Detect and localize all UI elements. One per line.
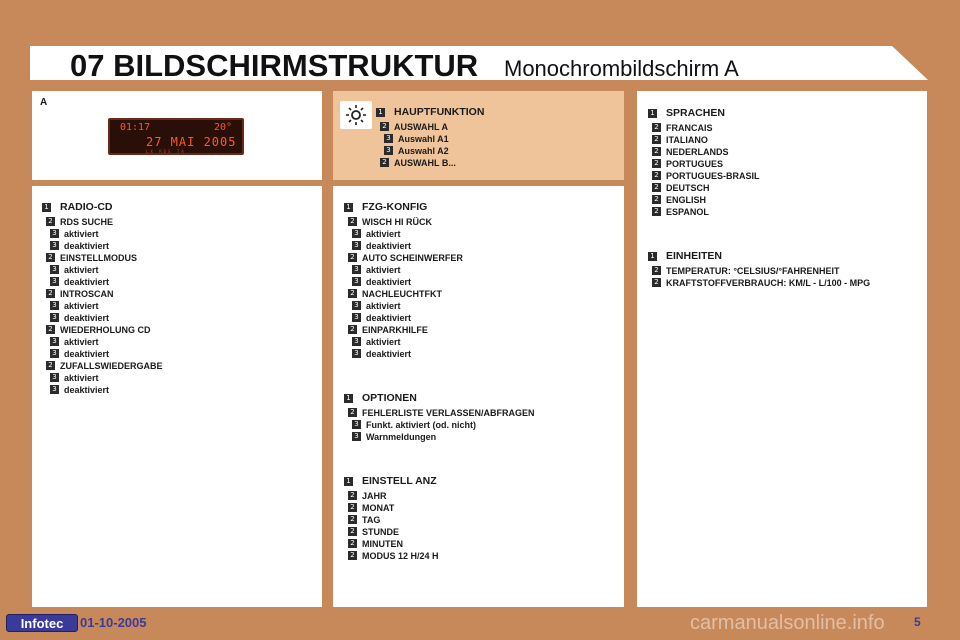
- level-2-badge: 2: [46, 217, 55, 226]
- level-3-badge: 3: [384, 146, 393, 155]
- level-3-badge: 3: [352, 420, 361, 429]
- level-2-badge: 2: [652, 195, 661, 204]
- level-2-badge: 2: [46, 289, 55, 298]
- lighting-icon: [340, 101, 372, 129]
- infotec-logo: Infotec: [6, 614, 78, 632]
- level-3-badge: 3: [50, 301, 59, 310]
- menu-item-label: deaktiviert: [64, 385, 110, 395]
- level-1-badge: 1: [344, 394, 353, 403]
- menu-item-label: ESPANOL: [666, 207, 709, 217]
- level-2-badge: 2: [348, 551, 357, 560]
- menu-item-label: SPRACHEN: [666, 107, 725, 119]
- menu-item-label: ENGLISH: [666, 195, 707, 205]
- display-time: 01:17: [120, 122, 151, 133]
- level-2-badge: 2: [348, 503, 357, 512]
- menu-item-label: aktiviert: [64, 265, 99, 275]
- level-2-badge: 2: [380, 122, 389, 131]
- level-2-badge: 2: [348, 289, 357, 298]
- level-2-badge: 2: [652, 159, 661, 168]
- level-1-badge: 1: [344, 477, 353, 486]
- menu-item-label: deaktiviert: [64, 349, 110, 359]
- menu-item-label: NEDERLANDS: [666, 147, 729, 157]
- level-2-badge: 2: [652, 147, 661, 156]
- level-2-badge: 2: [348, 515, 357, 524]
- menu-item-label: HAUPTFUNKTION: [394, 106, 485, 118]
- level-3-badge: 3: [50, 265, 59, 274]
- level-2-badge: 2: [348, 408, 357, 417]
- panel-hauptfunktion: [333, 91, 624, 180]
- menu-item-label: MODUS 12 H/24 H: [362, 551, 439, 561]
- level-2-badge: 2: [46, 361, 55, 370]
- menu-item-label: deaktiviert: [366, 241, 412, 251]
- level-1-badge: 1: [648, 109, 657, 118]
- menu-item-label: OPTIONEN: [362, 392, 417, 404]
- level-3-badge: 3: [352, 265, 361, 274]
- level-3-badge: 3: [50, 373, 59, 382]
- menu-item-label: AUSWAHL A: [394, 122, 448, 132]
- menu-item-label: deaktiviert: [64, 277, 110, 287]
- menu-item-label: aktiviert: [64, 301, 99, 311]
- level-3-badge: 3: [352, 432, 361, 441]
- level-3-badge: 3: [384, 134, 393, 143]
- menu-item-label: INTROSCAN: [60, 289, 114, 299]
- menu-item-label: FZG-KONFIG: [362, 201, 428, 213]
- level-3-badge: 3: [50, 337, 59, 346]
- menu-item-label: PORTUGUES: [666, 159, 724, 169]
- menu-item-label: aktiviert: [366, 301, 401, 311]
- menu-item-label: RADIO-CD: [60, 201, 113, 213]
- level-2-badge: 2: [348, 253, 357, 262]
- level-1-badge: 1: [648, 252, 657, 261]
- level-2-badge: 2: [652, 207, 661, 216]
- level-3-badge: 3: [50, 313, 59, 322]
- page-title: 07 BILDSCHIRMSTRUKTUR: [70, 48, 479, 83]
- level-3-badge: 3: [50, 385, 59, 394]
- menu-item-label: deaktiviert: [366, 349, 412, 359]
- level-3-badge: 3: [352, 277, 361, 286]
- menu-item-label: TEMPERATUR: °CELSIUS/°FAHRENHEIT: [666, 266, 840, 276]
- monochrome-display: [108, 118, 244, 155]
- level-2-badge: 2: [348, 539, 357, 548]
- level-2-badge: 2: [652, 278, 661, 287]
- level-2-badge: 2: [652, 171, 661, 180]
- menu-item-label: WIEDERHOLUNG CD: [60, 325, 151, 335]
- menu-item-label: KRAFTSTOFFVERBRAUCH: KM/L - L/100 - MPG: [666, 278, 871, 288]
- level-2-badge: 2: [652, 123, 661, 132]
- menu-item-label: EINSTELLMODUS: [60, 253, 138, 263]
- menu-item-label: MINUTEN: [362, 539, 403, 549]
- level-3-badge: 3: [50, 277, 59, 286]
- menu-item-label: PORTUGUES-BRASIL: [666, 171, 760, 181]
- level-2-badge: 2: [652, 266, 661, 275]
- level-2-badge: 2: [46, 325, 55, 334]
- level-1-badge: 1: [42, 203, 51, 212]
- level-2-badge: 2: [348, 527, 357, 536]
- menu-item-label: Warnmeldungen: [366, 432, 437, 442]
- level-3-badge: 3: [50, 229, 59, 238]
- display-indicators: LX RDS TA: [146, 149, 186, 154]
- menu-item-label: NACHLEUCHTFKT: [362, 289, 442, 299]
- display-temperature: 20°: [213, 122, 232, 133]
- menu-item-label: deaktiviert: [366, 313, 412, 323]
- menu-item-label: RDS SUCHE: [60, 217, 114, 227]
- level-3-badge: 3: [352, 229, 361, 238]
- menu-item-label: FEHLERLISTE VERLASSEN/ABFRAGEN: [362, 408, 535, 418]
- display-a-label: A: [40, 97, 48, 108]
- menu-item-label: EINHEITEN: [666, 250, 723, 262]
- menu-item-label: deaktiviert: [366, 277, 412, 287]
- level-2-badge: 2: [380, 158, 389, 167]
- menu-item-label: ITALIANO: [666, 135, 708, 145]
- level-3-badge: 3: [50, 349, 59, 358]
- menu-item-label: Auswahl A1: [398, 134, 449, 144]
- menu-item-label: DEUTSCH: [666, 183, 710, 193]
- menu-item-label: aktiviert: [64, 229, 99, 239]
- level-3-badge: 3: [352, 313, 361, 322]
- menu-item-label: EINPARKHILFE: [362, 325, 428, 335]
- level-1-badge: 1: [376, 108, 385, 117]
- menu-item-label: TAG: [362, 515, 381, 525]
- menu-item-label: EINSTELL ANZ: [362, 475, 437, 487]
- menu-item-label: ZUFALLSWIEDERGABE: [60, 361, 163, 371]
- page-number: 5: [914, 615, 921, 629]
- menu-item-label: Funkt. aktiviert (od. nicht): [366, 420, 477, 430]
- level-2-badge: 2: [652, 183, 661, 192]
- menu-item-label: AUTO SCHEINWERFER: [362, 253, 463, 263]
- level-2-badge: 2: [348, 217, 357, 226]
- menu-item-label: WISCH HI RÜCK: [362, 217, 432, 227]
- menu-item-label: JAHR: [362, 491, 387, 501]
- level-2-badge: 2: [348, 491, 357, 500]
- footer-date: 01-10-2005: [80, 615, 147, 630]
- level-2-badge: 2: [652, 135, 661, 144]
- menu-item-label: aktiviert: [366, 265, 401, 275]
- menu-item-label: AUSWAHL B...: [394, 158, 456, 168]
- page-subtitle: Monochrombildschirm A: [504, 56, 739, 81]
- level-3-badge: 3: [352, 241, 361, 250]
- menu-item-label: FRANCAIS: [666, 123, 713, 133]
- menu-item-label: aktiviert: [64, 373, 99, 383]
- display-date: 27 MAI 2005: [146, 135, 237, 149]
- menu-item-label: aktiviert: [366, 337, 401, 347]
- menu-item-label: aktiviert: [366, 229, 401, 239]
- level-3-badge: 3: [352, 301, 361, 310]
- menu-item-label: STUNDE: [362, 527, 400, 537]
- level-2-badge: 2: [348, 325, 357, 334]
- menu-item-label: deaktiviert: [64, 241, 110, 251]
- level-3-badge: 3: [50, 241, 59, 250]
- level-3-badge: 3: [352, 337, 361, 346]
- menu-item-label: aktiviert: [64, 337, 99, 347]
- level-2-badge: 2: [46, 253, 55, 262]
- menu-item-label: MONAT: [362, 503, 395, 513]
- menu-item-label: Auswahl A2: [398, 146, 449, 156]
- level-3-badge: 3: [352, 349, 361, 358]
- watermark: carmanualsonline.info: [690, 612, 885, 634]
- level-1-badge: 1: [344, 203, 353, 212]
- menu-item-label: deaktiviert: [64, 313, 110, 323]
